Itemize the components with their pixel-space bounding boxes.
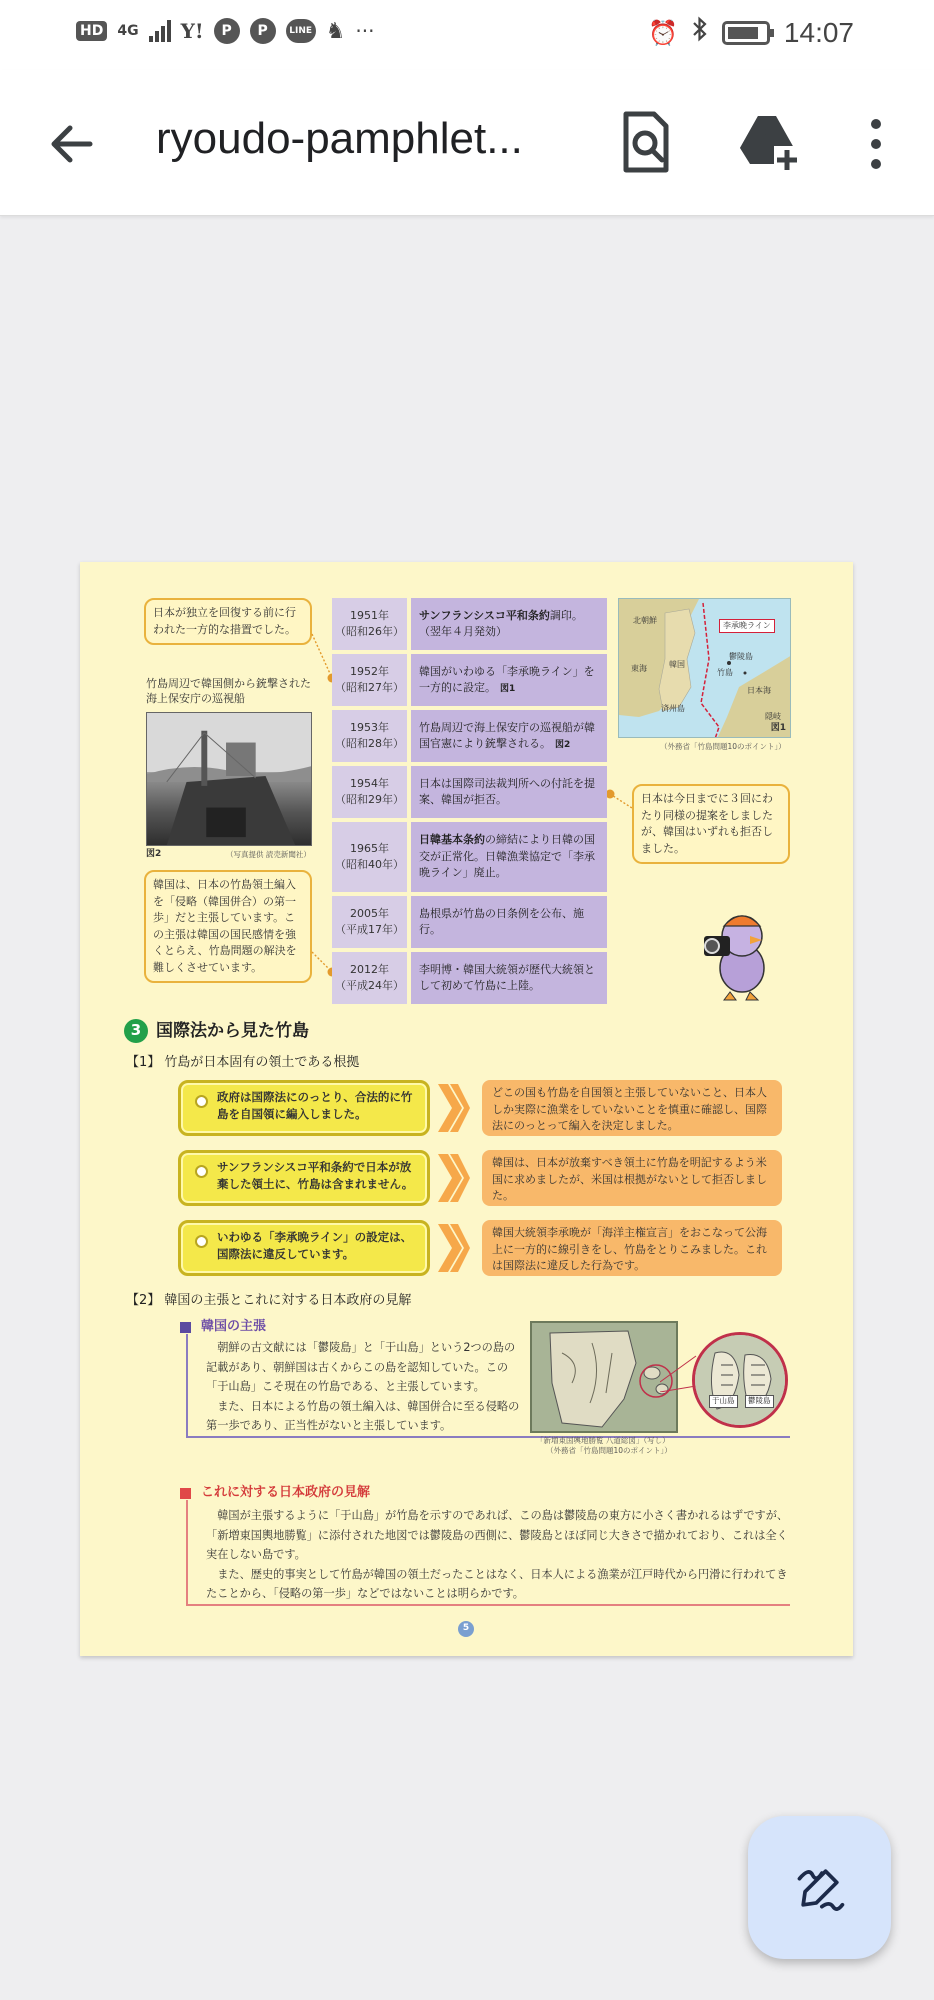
timeline-event-1952: 韓国がいわゆる「李承晩ライン」を一方的に設定。 図1 xyxy=(411,654,607,706)
map1-credit: （外務省「竹島問題10のポイント」） xyxy=(660,742,786,751)
map1-label-ulleungdo: 鬱陵島 xyxy=(729,652,753,661)
timeline-event-1953: 竹島周辺で海上保安庁の巡視船が韓国官憲により銃撃される。 図2 xyxy=(411,710,607,762)
timeline-year-1952: 1952年 （昭和27年） xyxy=(332,654,407,706)
map1-label-east-sea: 東海 xyxy=(631,664,647,673)
photo-caption: 竹島周辺で韓国側から銃撃された海上保安庁の巡視船 xyxy=(146,677,311,706)
red-square-icon xyxy=(180,1488,191,1499)
syngman-rhee-line-map xyxy=(618,598,791,738)
add-to-drive-icon[interactable] xyxy=(736,110,800,174)
note-bubble-right: 日本は今日までに３回にわたり同様の提案をしましたが、韓国はいずれも拒否しました。 xyxy=(632,784,790,864)
map1-label-north-korea: 北朝鮮 xyxy=(633,616,657,625)
usando-label: 于山島 xyxy=(709,1395,738,1408)
document-title: ryoudo-pamphlet... xyxy=(156,114,523,163)
section3-title-text: 国際法から見た竹島 xyxy=(156,1021,309,1041)
map2-credit-1: 「新増東国輿地勝覧 八道総図」（写し） xyxy=(536,1436,670,1445)
app-toolbar xyxy=(0,70,934,216)
section3-title xyxy=(124,1019,309,1044)
signal-icon xyxy=(149,20,171,42)
claim-box-3: いわゆる「李承晩ライン」の設定は、国際法に違反しています。 xyxy=(178,1220,430,1276)
more-notifications-icon: ··· xyxy=(355,19,375,43)
bluetooth-icon xyxy=(692,16,708,49)
hd-icon: HD xyxy=(76,21,107,41)
timeline-year-1953: 1953年 （昭和28年） xyxy=(332,710,407,762)
pinterest-icon: P xyxy=(214,18,240,44)
timeline-event-1954: 日本は国際司法裁判所への付託を提案、韓国が拒否。 xyxy=(411,766,607,818)
map1-label-oki: 隠岐 xyxy=(765,712,781,721)
zoomed-islands-detail xyxy=(692,1332,788,1428)
clock: 14:07 xyxy=(783,16,854,48)
pen-scribble-icon xyxy=(792,1860,848,1916)
photo-credit: （写真提供 読売新聞社） xyxy=(226,850,311,859)
claim-box-2: サンフランシスコ平和条約で日本が放棄した領土に、竹島は含まれません。 xyxy=(178,1150,430,1206)
pinterest-icon-2: P xyxy=(250,18,276,44)
explanation-box-2: 韓国は、日本が放棄すべき領土に竹島を明記するよう米国に求めましたが、米国は根拠がないとして拒否しました。 xyxy=(482,1150,782,1206)
explanation-box-1: どこの国も竹島を自国領と主張していないこと、日本人しか実際に漁業をしていないことを慎重に確認し、国際法にのっとって編入を決定しました。 xyxy=(482,1080,782,1136)
map1-label-jeju: 済州島 xyxy=(661,704,685,713)
timeline-event-2005: 島根県が竹島の日条例を公布、施行。 xyxy=(411,896,607,948)
timeline-event-1951: サンフランシスコ平和条約調印。（翌年４月発効） xyxy=(411,598,607,650)
map1-label-korea: 韓国 xyxy=(669,660,685,669)
fig2-label: 図2 xyxy=(146,849,162,859)
map1-label-takeshima: 竹島 xyxy=(717,668,733,677)
subsection1-title: 【1】 竹島が日本固有の領土である根拠 xyxy=(126,1055,360,1070)
page-number: 5 xyxy=(458,1621,474,1637)
alarm-icon: ⏰ xyxy=(648,18,678,47)
map1-label-sea-of-japan: 日本海 xyxy=(747,686,771,695)
fig1-ref: 図1 xyxy=(500,684,516,694)
explanation-box-3: 韓国大統領李承晩が「海洋主権宣言」をおこなって公海上に一方的に線引きをし、竹島をとりこみました。これは国際法に違反した行為です。 xyxy=(482,1220,782,1276)
timeline-year-1951: 1951年 （昭和26年） xyxy=(332,598,407,650)
map1-fig-label: 図1 xyxy=(770,722,786,733)
yahoo-icon: Y! xyxy=(180,19,204,43)
network-type-icon: 4G xyxy=(117,23,139,39)
fig2-ref: 図2 xyxy=(555,740,571,750)
japan-view-title: これに対する日本政府の見解 xyxy=(180,1484,370,1503)
subsection2-title: 【2】 韓国の主張とこれに対する日本政府の見解 xyxy=(126,1293,412,1308)
timeline-year-1965: 1965年 （昭和40年） xyxy=(332,822,407,892)
chevron-right-icon xyxy=(436,1080,470,1136)
chevron-right-icon-3 xyxy=(436,1220,470,1276)
note-bubble-top: 日本が独立を回復する前に行われた一方的な措置でした。 xyxy=(144,598,312,645)
find-in-document-icon[interactable] xyxy=(616,110,676,174)
timeline-year-1954: 1954年 （昭和29年） xyxy=(332,766,407,818)
more-options-icon[interactable] xyxy=(858,114,894,174)
claim-box-1: 政府は国際法にのっとり、合法的に竹島を自国領に編入しました。 xyxy=(178,1080,430,1136)
pdf-page[interactable] xyxy=(80,562,853,1656)
korea-claim-title: 韓国の主張 xyxy=(180,1318,266,1337)
purple-square-icon xyxy=(180,1322,191,1333)
chevron-right-icon-2 xyxy=(436,1150,470,1206)
status-left-icons xyxy=(76,18,374,44)
battery-icon xyxy=(722,21,770,45)
section-number-badge: 3 xyxy=(124,1019,148,1043)
timeline-year-2012: 2012年 （平成24年） xyxy=(332,952,407,1004)
old-korean-map-image xyxy=(530,1321,678,1433)
note-bubble-left: 韓国は、日本の竹島領土編入を「侵略（韓国併合）の第一歩」だと主張しています。この主張は韓国の国民感情を強くとらえ、竹島問題の解決を難しくさせています。 xyxy=(144,870,312,983)
back-arrow-icon[interactable] xyxy=(44,116,100,172)
status-right-icons xyxy=(648,16,854,49)
annotate-fab[interactable] xyxy=(748,1816,891,1959)
korea-claim-text: 朝鮮の古文献には「鬱陵島」と「于山島」という2つの島の記載があり、朝鮮国は古くからこの島を認知していた。この「于山島」こそ現在の竹島である、と主張しています。 また、日本による竹島の領土編入は、韓国併合に至る侵略の第一歩であり、正当性がないと主張しています。 xyxy=(206,1341,520,1433)
line-app-icon: LINE xyxy=(286,19,316,43)
ulleungdo-label: 鬱陵島 xyxy=(745,1395,774,1408)
mascot-bird-icon xyxy=(700,906,776,1002)
map1-line-label: 李承晩ライン xyxy=(719,619,775,633)
app-notification-icon: ♞ xyxy=(325,18,346,44)
map2-credit-2: （外務省「竹島問題10のポイント」） xyxy=(546,1446,672,1455)
timeline-event-2012: 李明博・韓国大統領が歴代大統領として初めて竹島に上陸。 xyxy=(411,952,607,1004)
japan-view-text: 韓国が主張するように「于山島」が竹島を示すのであれば、この島は鬱陵島の東方に小さく書かれるはずですが、「新増東国輿地勝覧」に添付された地図では鬱陵島の西側に、鬱陵島とほぼ同じ大きさで描かれており、これは全く実在しない島です。 また、歴史的事実として竹島が韓国の領土だったことはなく、日本人による漁業が江戸時代から円滑に行われてきたことから、「侵略の第一歩」などではないことは明らかです。 xyxy=(206,1509,789,1601)
timeline-year-2005: 2005年 （平成17年） xyxy=(332,896,407,948)
timeline-event-1965: 日韓基本条約の締結により日韓の国交が正常化。日韓漁業協定で「李承晩ライン」廃止。 xyxy=(411,822,607,892)
status-bar xyxy=(0,0,934,70)
